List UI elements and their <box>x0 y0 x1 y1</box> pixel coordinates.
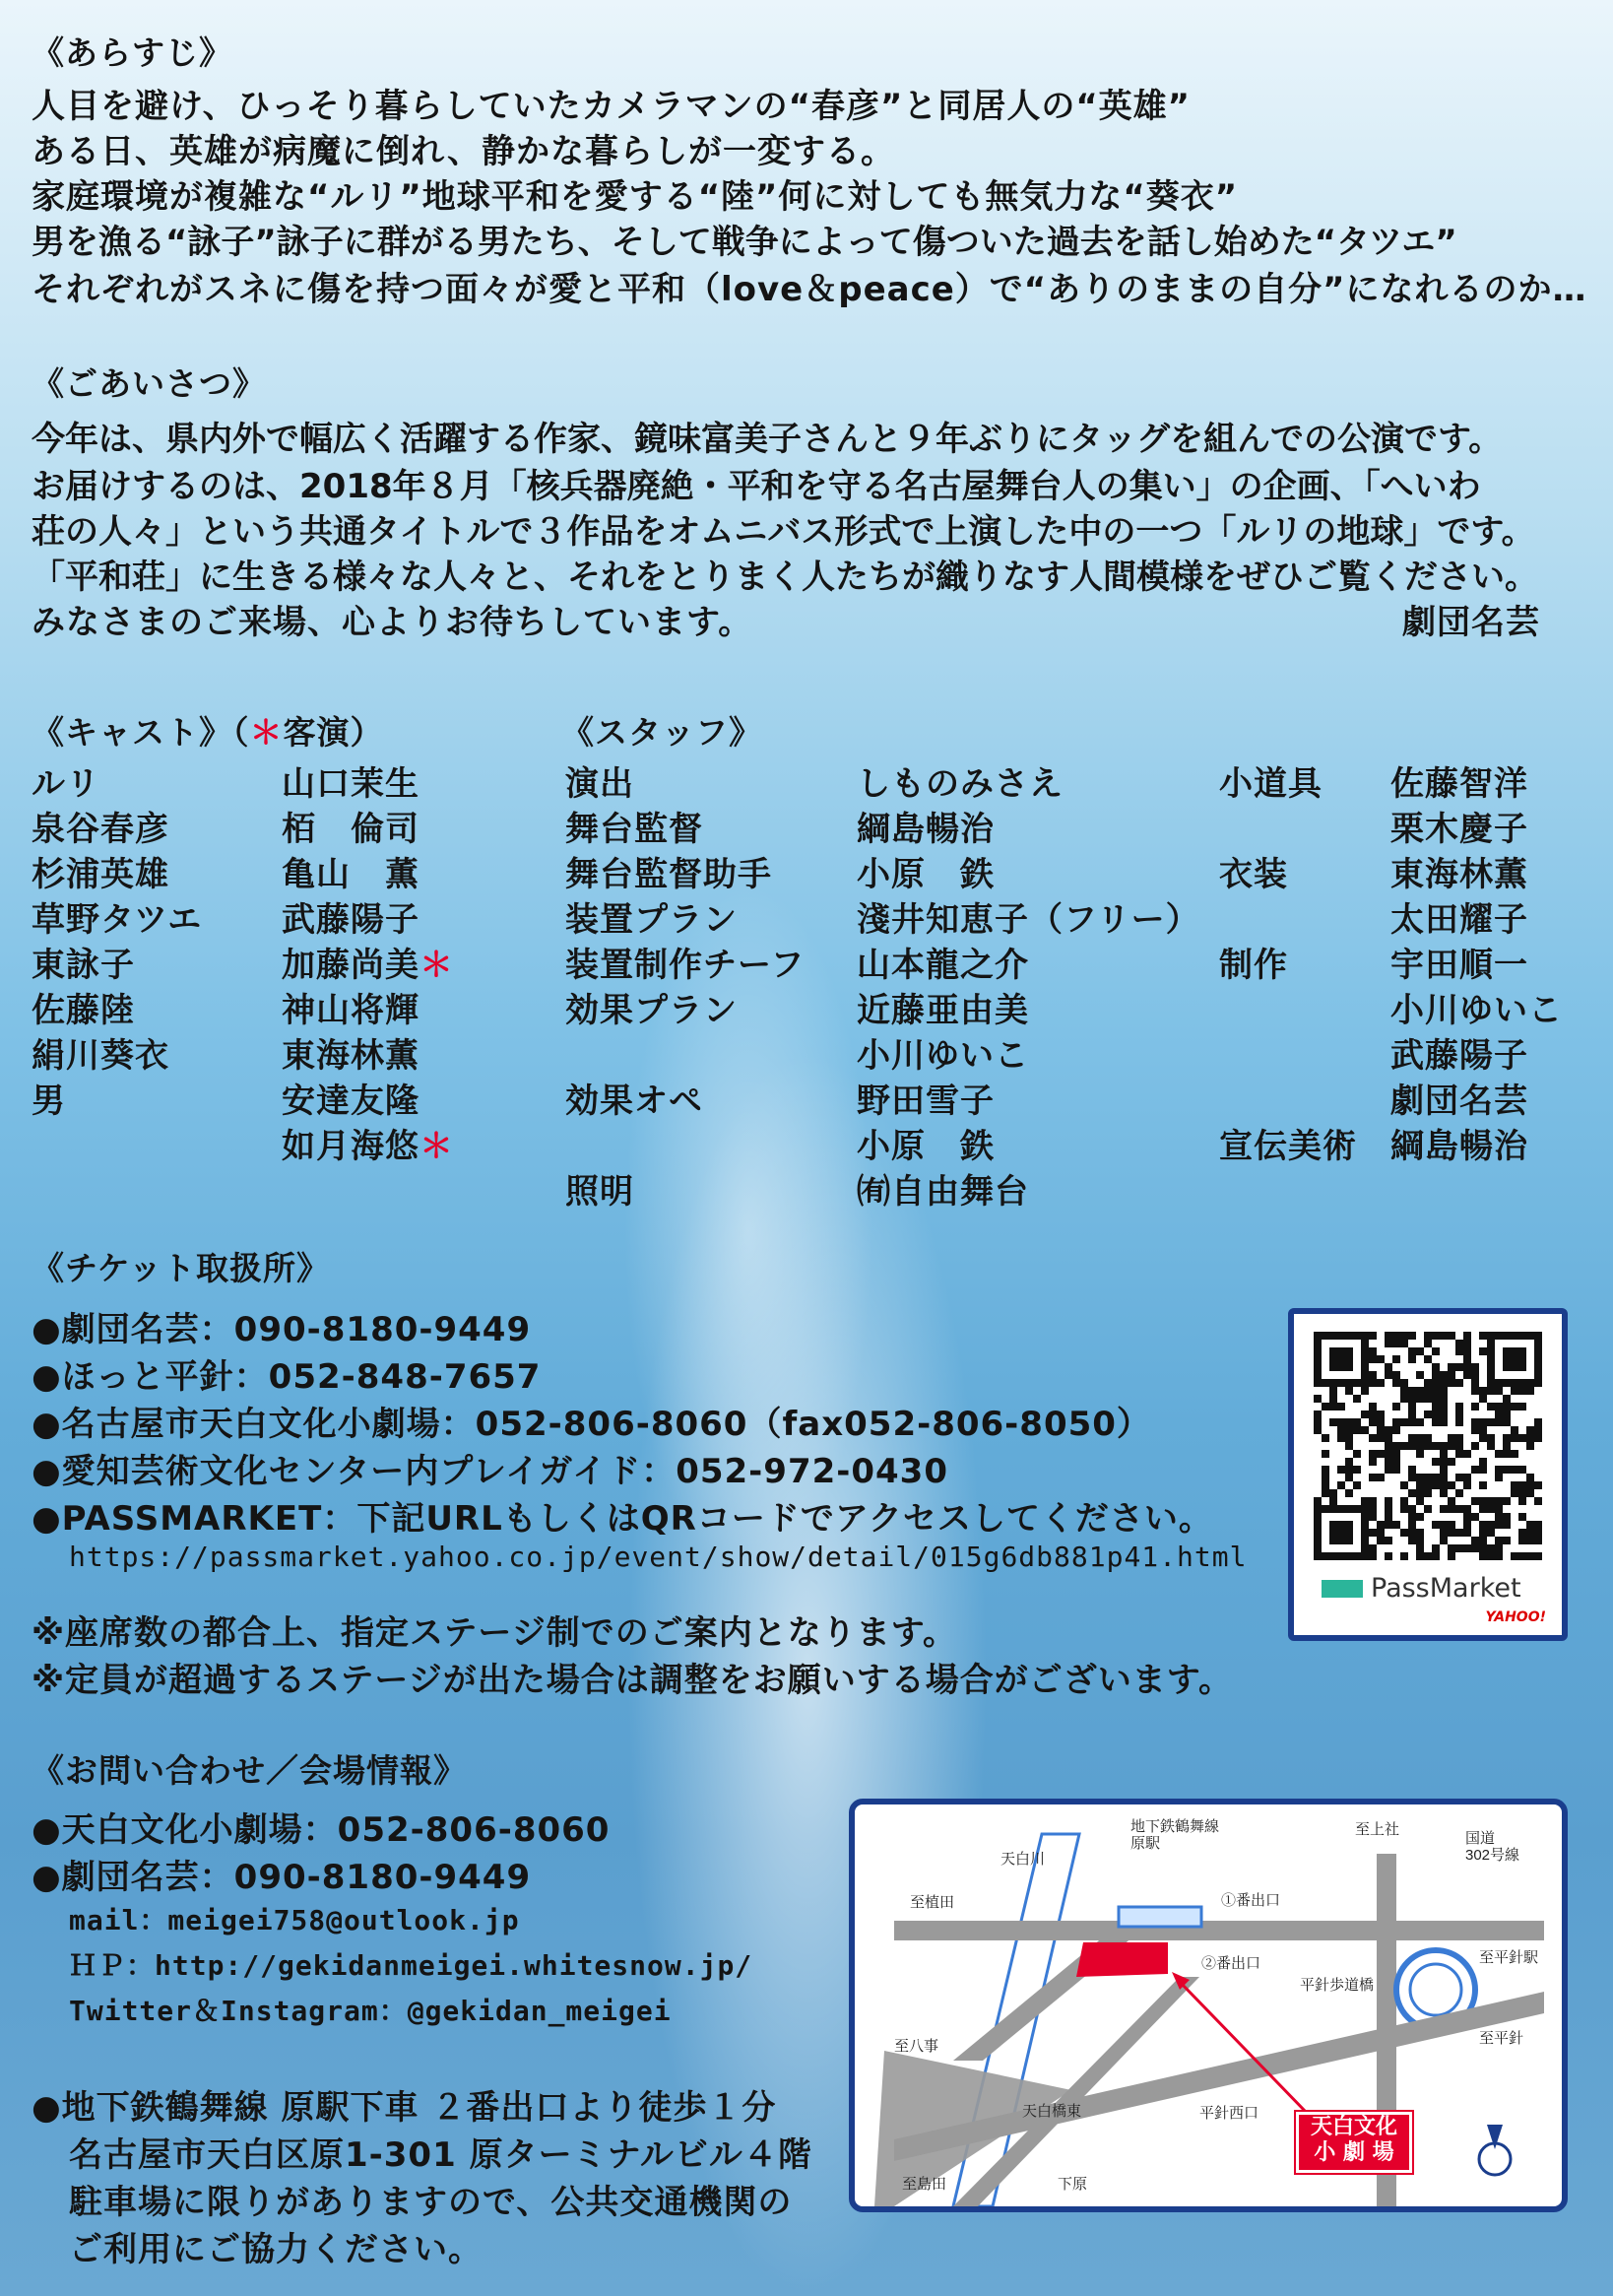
map-label-hirabari-bridge: 平針歩道橋 <box>1300 1977 1375 1994</box>
theater-label-line: 天白文化 <box>1310 2115 1397 2139</box>
map-label-shimohara: 下原 <box>1058 2176 1088 2193</box>
access-line: ご利用にご協力ください。 <box>69 2230 483 2269</box>
staff-role: 衣装 <box>1219 855 1288 894</box>
staff-name: 劇団名芸 <box>1390 1082 1528 1121</box>
theater-label-box <box>1296 2112 1412 2173</box>
cast-actor-name: 栢 倫司 <box>282 810 419 849</box>
staff-role: 舞台監督 <box>565 810 703 849</box>
cast-role: 絹川葵衣 <box>32 1036 169 1076</box>
passmarket-mark-icon <box>1322 1580 1363 1598</box>
access-line: 駐車場に限りがありますので、公共交通機関の <box>69 2183 793 2222</box>
map-label-exit2: ②番出口 <box>1201 1955 1261 1972</box>
staff-role: 装置プラン <box>565 900 738 940</box>
staff-name: 小川ゆいこ <box>857 1036 1029 1076</box>
qr-code-icon[interactable] <box>1314 1332 1542 1560</box>
yahoo-logo: YAHOO! <box>1485 1609 1546 1625</box>
cast-actor <box>282 847 419 895</box>
cast-role: 草野タツエ <box>32 900 203 940</box>
contact-heading: 《お問い合わせ／会場情報》 <box>32 1751 467 1790</box>
contact-item: ●天白文化小劇場：052-806-8060 <box>32 1810 611 1850</box>
staff-role: 小道具 <box>1219 764 1323 804</box>
cast-actor <box>282 892 419 941</box>
map-label-yagoto: 至八事 <box>894 2038 939 2055</box>
staff-name: しものみさえ <box>857 764 1064 804</box>
staff-name: 小原 鉄 <box>857 855 995 894</box>
map-label-kamiyashiro: 至上社 <box>1355 1821 1400 1838</box>
cast-heading-end: 客演） <box>283 713 384 752</box>
staff-role: 装置制作チーフ <box>565 946 806 985</box>
staff-name: 佐藤智洋 <box>1390 764 1528 804</box>
staff-role: 舞台監督助手 <box>565 855 772 894</box>
cast-heading <box>32 707 384 754</box>
cast-actor <box>282 983 419 1031</box>
staff-role: 宣伝美術 <box>1219 1127 1357 1166</box>
ticket-outlet: ●ほっと平針：052-848-7657 <box>32 1357 542 1397</box>
staff-heading: 《スタッフ》 <box>561 713 762 752</box>
greeting-heading: 《ごあいさつ》 <box>32 364 266 403</box>
staff-name: 近藤亜由美 <box>857 991 1029 1030</box>
cast-role: 男 <box>32 1082 66 1121</box>
cast-actor <box>282 1028 419 1077</box>
map-label-uetaji: 至植田 <box>910 1894 955 1911</box>
contact-item: ●劇団名芸：090-8180-9449 <box>32 1858 532 1897</box>
staff-name: ㈲自由舞台 <box>857 1172 1029 1212</box>
cast-actor-name: 神山将輝 <box>282 991 419 1030</box>
staff-name: 栗木慶子 <box>1390 810 1528 849</box>
map-label-river: 天白川 <box>1000 1851 1046 1868</box>
cast-actor <box>282 1119 454 1167</box>
cast-actor <box>282 802 419 850</box>
passmarket-url-link[interactable]: https://passmarket.yahoo.co.jp/event/show/detail/015g6db881p41.html <box>69 1541 1248 1573</box>
staff-role: 効果オペ <box>565 1082 703 1121</box>
staff-name: 小原 鉄 <box>857 1127 995 1166</box>
staff-name: 山本龍之介 <box>857 946 1029 985</box>
ticket-outlet: ●劇団名芸：090-8180-9449 <box>32 1310 532 1349</box>
cast-role: 佐藤陸 <box>32 991 135 1030</box>
synopsis-line: それぞれがスネに傷を持つ面々が愛と平和（love＆peace）で“ありのままの自分”になれるのか… <box>32 270 1587 309</box>
map-label-hirabari-station: 至平針駅 <box>1479 1949 1539 1966</box>
map-label-hirabari-west: 平針西口 <box>1199 2105 1259 2122</box>
map-label-tempakubashi: 天白橋東 <box>1022 2103 1082 2120</box>
cast-actor-name: 武藤陽子 <box>282 900 419 940</box>
ticket-outlet: ●PASSMARKET：下記URLもしくはQRコードでアクセスしてください。 <box>32 1499 1213 1539</box>
staff-name: 宇田順一 <box>1390 946 1528 985</box>
cast-role: ルリ <box>32 764 100 804</box>
ticket-outlet: ●名古屋市天白文化小劇場：052-806-8060（fax052-806-8050） <box>32 1405 1151 1444</box>
ticket-outlet: ●愛知芸術文化センター内プレイガイド：052-972-0430 <box>32 1452 949 1491</box>
synopsis-heading: 《あらすじ》 <box>32 33 232 72</box>
greeting-line: 荘の人々」という共通タイトルで３作品をオムニバス形式で上演した中の一つ「ルリの地球」です。 <box>32 512 1535 552</box>
staff-name: 東海林薫 <box>1390 855 1528 894</box>
ticket-note: ※座席数の都合上、指定ステージ制でのご案内となります。 <box>32 1613 957 1653</box>
cast-actor-name: 加藤尚美 <box>282 946 419 985</box>
pointer-arrow <box>1180 1982 1306 2112</box>
guest-mark-icon: ＊ <box>419 1127 454 1166</box>
staff-role: 演出 <box>565 764 634 804</box>
greeting-line: みなさまのご来場、心よりお待ちしています。 <box>32 603 753 642</box>
map-label-hirabari: 至平針 <box>1479 2030 1524 2047</box>
staff-role: 照明 <box>565 1172 634 1212</box>
map-label-route302: 国道 302号線 <box>1465 1830 1520 1864</box>
map-roads <box>855 1804 1562 2206</box>
qr-code-card[interactable] <box>1288 1308 1568 1641</box>
staff-name: 淺井知恵子（フリー） <box>857 900 1200 940</box>
staff-name: 小川ゆいこ <box>1390 991 1563 1030</box>
map-label-station: 地下鉄鶴舞線 原駅 <box>1130 1818 1220 1852</box>
cast-actor <box>282 938 454 986</box>
passmarket-brand: PassMarket <box>1371 1573 1521 1604</box>
cast-actor-name: 東海林薫 <box>282 1036 419 1076</box>
cast-role: 泉谷春彦 <box>32 810 169 849</box>
guest-mark-icon: ＊ <box>419 946 454 985</box>
contact-homepage-link[interactable]: ＨＰ：http://gekidanmeigei.whitesnow.jp/ <box>69 1949 753 1982</box>
theater-label-line: 小 劇 場 <box>1314 2140 1394 2165</box>
contact-sns[interactable]: Twitter＆Instagram：@gekidan_meigei <box>69 1995 672 2027</box>
staff-name: 野田雪子 <box>857 1082 995 1121</box>
guest-mark-icon: ＊ <box>249 713 284 752</box>
cast-role: 杉浦英雄 <box>32 855 169 894</box>
tickets-heading: 《チケット取扱所》 <box>32 1249 331 1287</box>
cast-actor-name: 亀山 薫 <box>282 855 419 894</box>
station-icon <box>1119 1907 1201 1927</box>
map-label-shimajima: 至島田 <box>902 2176 947 2193</box>
staff-name: 太田耀子 <box>1390 900 1528 940</box>
theater-location <box>1076 1942 1168 1977</box>
synopsis-line: 人目を避け、ひっそり暮らしていたカメラマンの“春彦”と同居人の“英雄” <box>32 87 1192 126</box>
cast-actor-name: 山口茉生 <box>282 764 419 804</box>
staff-name: 綱島暢治 <box>857 810 995 849</box>
cast-actor <box>282 1074 419 1122</box>
staff-role: 制作 <box>1219 946 1288 985</box>
ticket-note: ※定員が超過するステージが出た場合は調整をお願いする場合がございます。 <box>32 1661 1233 1700</box>
greeting-line: お届けするのは、2018年８月「核兵器廃絶・平和を守る名古屋舞台人の集い」の企画、「へいわ <box>32 467 1481 506</box>
synopsis-line: 家庭環境が複雑な“ルリ”地球平和を愛する“陸”何に対しても無気力な“葵衣” <box>32 177 1239 217</box>
contact-mail[interactable]: mail：meigei758@outlook.jp <box>69 1904 520 1936</box>
map-label-exit1: ①番出口 <box>1221 1892 1281 1909</box>
staff-name: 綱島暢治 <box>1390 1127 1528 1166</box>
cast-actor-name: 如月海悠 <box>282 1127 419 1166</box>
passmarket-logo <box>1322 1573 1521 1604</box>
road-main <box>894 1921 1544 1940</box>
access-line: ●地下鉄鶴舞線 原駅下車 ２番出口より徒歩１分 <box>32 2088 777 2128</box>
greeting-line: 今年は、県内外で幅広く活躍する作家、鏡味富美子さんと９年ぶりにタッグを組んでの公演です。 <box>32 420 1503 459</box>
synopsis-line: ある日、英雄が病魔に倒れ、静かな暮らしが一変する。 <box>32 132 896 171</box>
access-line: 名古屋市天白区原1-301 原ターミナルビル４階 <box>69 2135 812 2175</box>
cast-actor <box>282 756 419 805</box>
staff-role: 効果プラン <box>565 991 738 1030</box>
cast-actor-name: 安達友隆 <box>282 1082 419 1121</box>
cast-heading-text: 《キャスト》（ <box>32 713 250 752</box>
greeting-line: 「平和荘」に生きる様々な人々と、それをとりまく人たちが織りなす人間模様をぜひご覧ください。 <box>32 558 1538 597</box>
cast-role: 東詠子 <box>32 946 135 985</box>
greeting-signature: 劇団名芸 <box>1402 603 1540 642</box>
synopsis-line: 男を漁る“詠子”詠子に群がる男たち、そして戦争によって傷ついた過去を話し始めた“タツエ” <box>32 223 1457 262</box>
staff-name: 武藤陽子 <box>1390 1036 1528 1076</box>
access-map <box>849 1799 1568 2212</box>
